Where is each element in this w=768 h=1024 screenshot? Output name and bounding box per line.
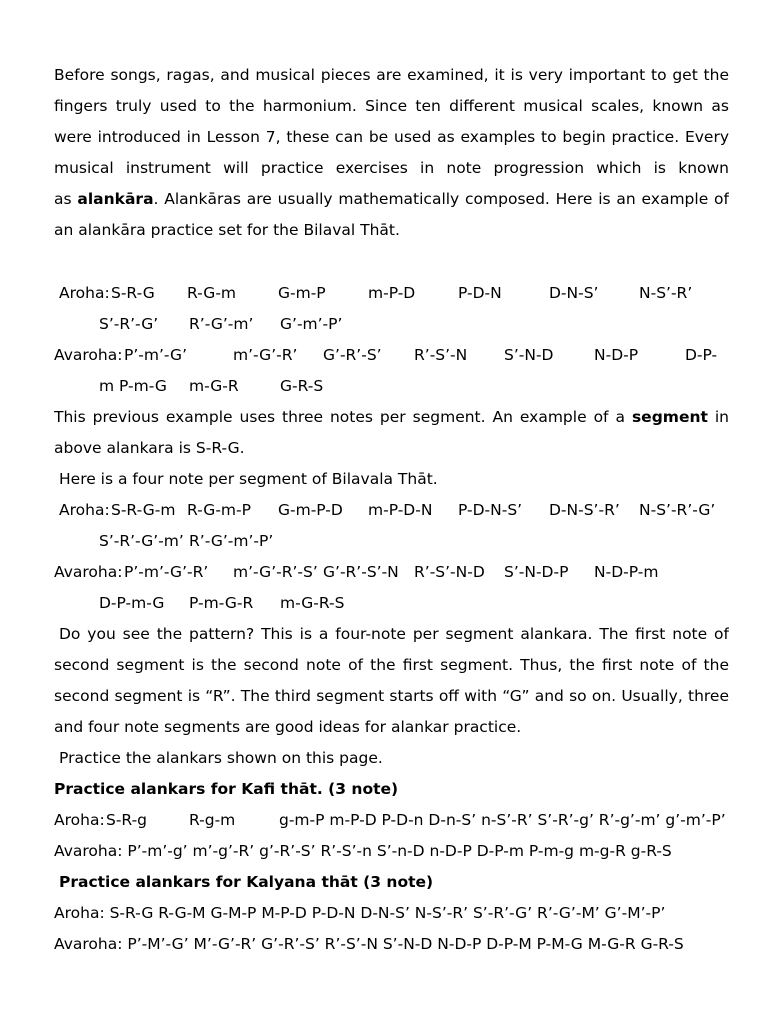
intro-line-1: Before songs, ragas, and musical pieces are examined, it is very important to get the: [54, 66, 729, 84]
explain1-line-1: This previous example uses three notes per segment. An example of a segment in: [54, 408, 729, 426]
set2-avaroha-row-1: Avaroha: P’-m’-G’-R’ m’-G’-R’-S’ G’-R’-S’-N R’-S’-N-D S’-N-D-P N-D-P-m: [54, 563, 659, 581]
intro-line-6: an alankāra practice set for the Bilaval Thāt.: [54, 221, 400, 239]
explain2-line-2: second segment is the second note of the first segment. Thus, the first note of the: [54, 656, 729, 674]
explain2-line-3: second segment is “R”. The third segment starts off with “G” and so on. Usually, three: [54, 687, 729, 705]
kalyana-heading: Practice alankars for Kalyana thāt (3 note): [59, 873, 434, 891]
term-segment: segment: [631, 408, 708, 426]
set2-aroha-row-1: Aroha:S-R-G-m R-G-m-P G-m-P-D m-P-D-N P-D-N-S’ D-N-S’-R’ N-S’-R’-G’: [59, 501, 716, 519]
kalyana-aroha: Aroha: S-R-G R-G-M G-M-P M-P-D P-D-N D-N-S’ N-S’-R’ S’-R’-G’ R’-G’-M’ G’-M’-P’: [54, 904, 666, 922]
explain2-line-4: and four note segments are good ideas for alankar practice.: [54, 718, 522, 736]
set1-aroha-row-1: Aroha:S-R-G R-G-m G-m-P m-P-D P-D-N D-N-S’ N-S’-R’: [59, 284, 693, 302]
kalyana-avaroha: Avaroha: P’-M’-G’ M’-G’-R’ G’-R’-S’ R’-S’-N S’-N-D N-D-P D-P-M P-M-G M-G-R G-R-S: [54, 935, 684, 953]
explain2-line-5: Practice the alankars shown on this page.: [59, 749, 383, 767]
set2-aroha-row-2: S’-R’-G’-m’ R’-G’-m’-P’: [99, 532, 274, 550]
set1-aroha-row-2: S’-R’-G’ R’-G’-m’ G’-m’-P’: [99, 315, 343, 333]
explain2-line-1: Do you see the pattern? This is a four-note per segment alankara. The first note of: [59, 625, 729, 643]
explain1-line-2: above alankara is S-R-G.: [54, 439, 245, 457]
intro-line-4: musical instrument will practice exercises in note progression which is known: [54, 159, 729, 177]
set2-avaroha-row-2: D-P-m-G P-m-G-R m-G-R-S: [99, 594, 345, 612]
intro-line-5: as alankāra. Alankāras are usually mathematically composed. Here is an example of: [54, 190, 729, 208]
kafi-avaroha: Avaroha: P’-m’-g’ m’-g’-R’ g’-R’-S’ R’-S’-n S’-n-D n-D-P D-P-m P-m-g m-g-R g-R-S: [54, 842, 672, 860]
term-alankara: alankāra: [77, 190, 154, 208]
kafi-aroha: Aroha:S-R-g R-g-m g-m-P m-P-D P-D-n D-n-S’ n-S’-R’ S’-R’-g’ R’-g’-m’ g’-m’-P’: [54, 811, 726, 829]
intro-line-2: fingers truly used to the harmonium. Since ten different musical scales, known as: [54, 97, 729, 115]
set1-avaroha-row-2: m P-m-G m-G-R G-R-S: [99, 377, 324, 395]
explain1-line-3: Here is a four note per segment of Bilavala Thāt.: [59, 470, 438, 488]
set1-avaroha-row-1: Avaroha: P’-m’-G’ m’-G’-R’ G’-R’-S’ R’-S’-N S’-N-D N-D-P D-P-: [54, 346, 718, 364]
kafi-heading: Practice alankars for Kafi thāt. (3 note): [54, 780, 399, 798]
intro-line-3: were introduced in Lesson 7, these can be used as examples to begin practice. Every: [54, 128, 729, 146]
